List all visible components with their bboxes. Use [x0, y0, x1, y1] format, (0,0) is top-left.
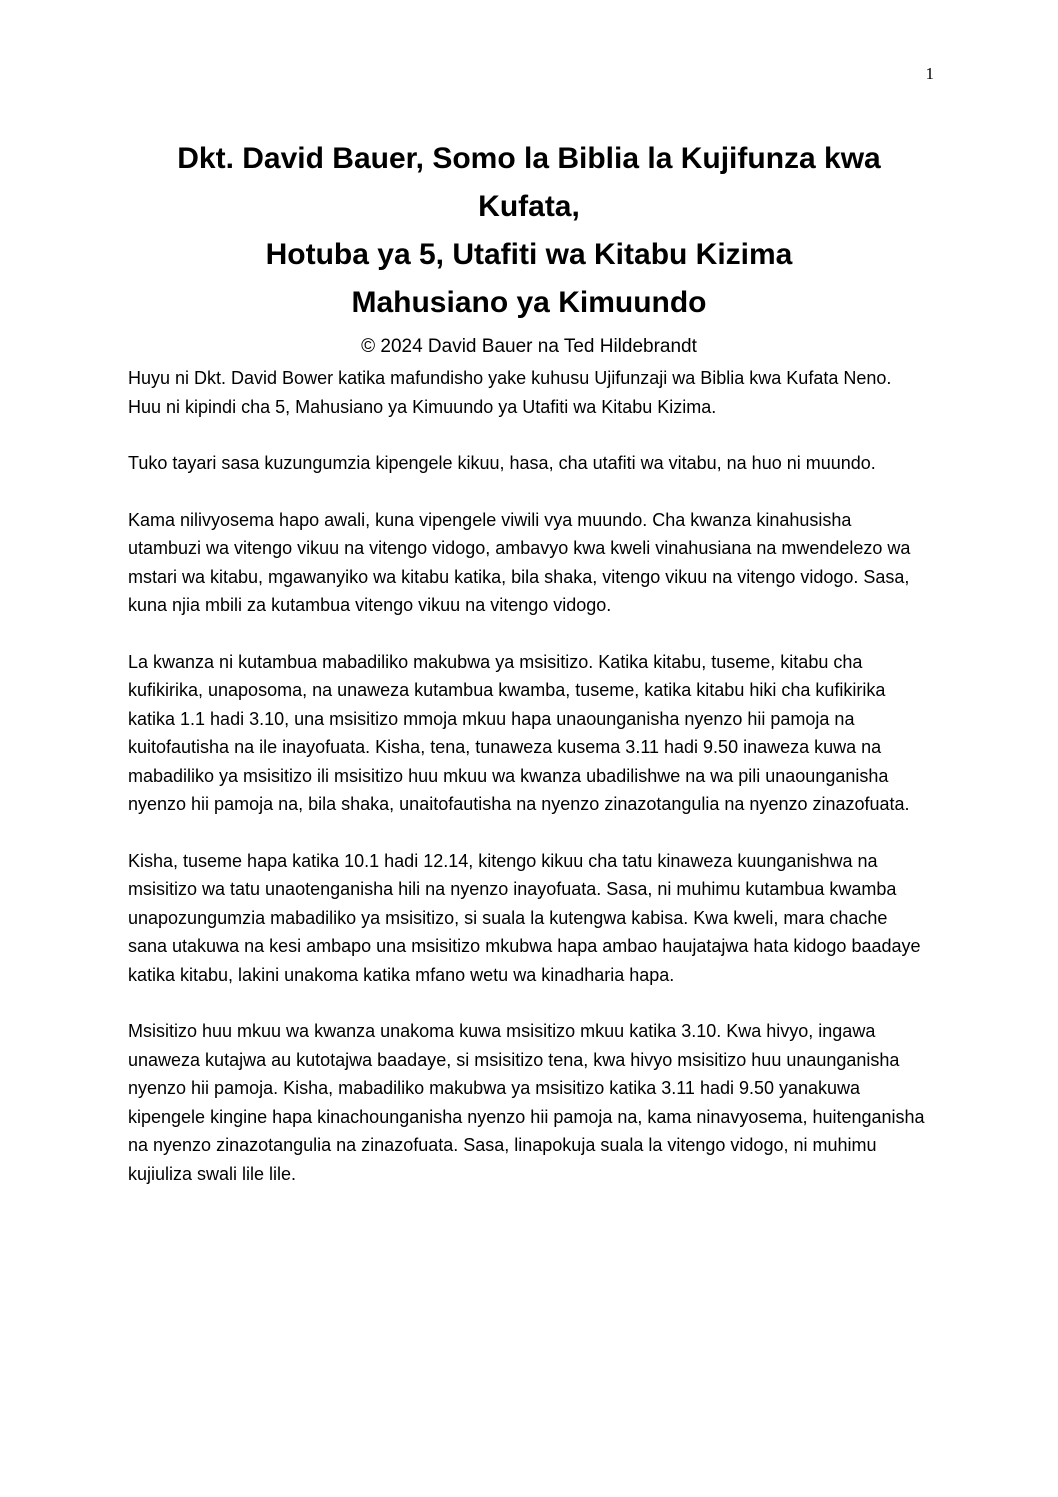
paragraph-6: Msisitizo huu mkuu wa kwanza unakoma kuwa msisitizo mkuu katika 3.10. Kwa hivyo, ingawa unaweza kutajwa au kutotajwa baadaye, si msisitizo tena, kwa hivyo msisitizo huu unaunganisha nyenzo hii pamoja. Kisha, mabadiliko makubwa ya msisitizo katika 3.11 hadi 9.50 yanakuwa kipengele kingine hapa kinachounganisha nyenzo hii pamoja na, kama ninavyosema, huitenganisha na nyenzo zinazotangulia na zinazofuata. Sasa, linapokuja suala la vitengo vidogo, ni muhimu kujiuliza swali lile lile.: [128, 1021, 925, 1184]
title-line-4: Mahusiano ya Kimuundo: [351, 286, 707, 319]
copyright-line: © 2024 David Bauer na Ted Hildebrandt: [361, 336, 697, 357]
title-line-1: Dkt. David Bauer, Somo la Biblia la Kujifunza kwa: [177, 142, 881, 175]
page-number: 1: [925, 64, 934, 83]
title-line-2: Kufata,: [478, 190, 580, 223]
paragraph-1: Huyu ni Dkt. David Bower katika mafundisho yake kuhusu Ujifunzaji wa Biblia kwa Kufata Neno. Huu ni kipindi cha 5, Mahusiano ya Kimuundo ya Utafiti wa Kitabu Kizima.: [128, 368, 892, 417]
paragraph-5: Kisha, tuseme hapa katika 10.1 hadi 12.14, kitengo kikuu cha tatu kinaweza kuunganishwa na msisitizo wa tatu unaotenganisha hili na nyenzo inayofuata. Sasa, ni muhimu kutambua kwamba unapozungumzia mabadiliko ya msisitizo, si suala la kutengwa kabisa. Kwa kweli, mara chache sana utakuwa na kesi ambapo una msisitizo mkubwa hapa ambao haujatajwa hata kidogo baadaye katika kitabu, lakini unakoma katika mfano wetu wa kinadharia hapa.: [128, 850, 921, 985]
document-header: [110, 135, 948, 361]
document-body: [128, 364, 928, 1216]
paragraph-4: La kwanza ni kutambua mabadiliko makubwa ya msisitizo. Katika kitabu, tuseme, kitabu cha kufikirika, unaposoma, na unaweza kutambua kwamba, tuseme, katika kitabu hiki cha kufikirika katika 1.1 hadi 3.10, una msisitizo mmoja mkuu hapa unaounganisha nyenzo hii pamoja na kuitofautisha na ile inayofuata. Kisha, tena, tunaweza kusema 3.11 hadi 9.50 inaweza kuwa na mabadiliko ya msisitizo ili msisitizo huu mkuu wa kwanza ubadilishwe na wa pili unaounganisha nyenzo hii pamoja na, bila shaka, unaitofautisha na nyenzo zinazotangulia na nyenzo zinazofuata.: [128, 651, 910, 814]
paragraph-2: Tuko tayari sasa kuzungumzia kipengele kikuu, hasa, cha utafiti wa vitabu, na huo ni muundo.: [128, 453, 876, 473]
paragraph-3: Kama nilivyosema hapo awali, kuna vipengele viwili vya muundo. Cha kwanza kinahusisha utambuzi wa vitengo vikuu na vitengo vidogo, ambavyo kwa kweli vinahusiana na mwendelezo wa mstari wa kitabu, mgawanyiko wa kitabu katika, bila shaka, vitengo vikuu na vitengo vidogo. Sasa, kuna njia mbili za kutambua vitengo vikuu na vitengo vidogo.: [128, 509, 911, 615]
title-line-3: Hotuba ya 5, Utafiti wa Kitabu Kizima: [265, 238, 793, 271]
